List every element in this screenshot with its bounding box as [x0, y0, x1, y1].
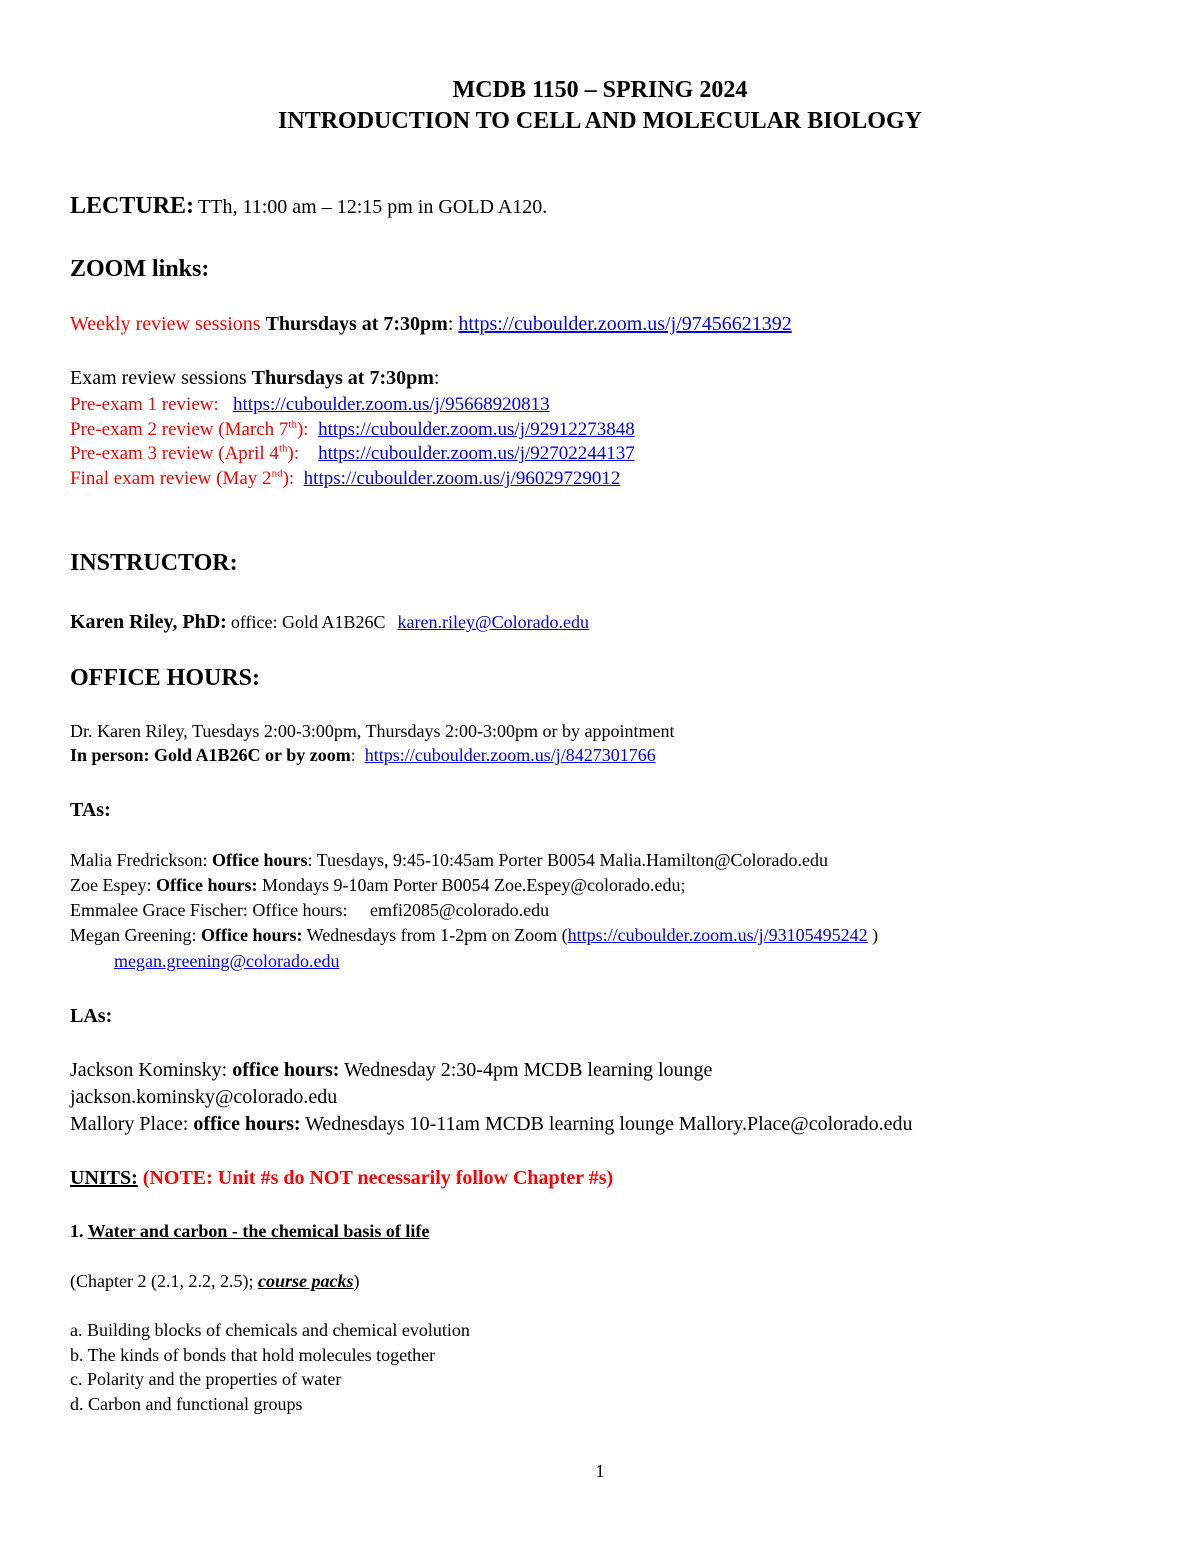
unit-chapter-close: ) — [353, 1271, 360, 1291]
course-packs-link[interactable]: course packs — [257, 1271, 354, 1291]
unit-chapter-line — [70, 1272, 359, 1290]
lecture-label: LECTURE: — [70, 193, 195, 219]
instructor-email-link[interactable]: karen.riley@Colorado.edu — [397, 612, 590, 632]
la-office-hours-label: office hours: — [193, 1113, 301, 1135]
units-note: (NOTE: Unit #s do NOT necessarily follow Chapter #s) — [142, 1167, 614, 1189]
instructor-heading: INSTRUCTOR: — [70, 550, 238, 576]
topic-item: a. Building blocks of chemicals and chemical evolution — [70, 1320, 470, 1340]
weekly-review-link[interactable]: https://cuboulder.zoom.us/j/97456621392 — [458, 313, 792, 335]
ta-email-link[interactable]: megan.greening@colorado.edu — [114, 951, 340, 971]
weekly-review-label: Weekly review sessions — [70, 313, 261, 335]
ta-details-close: ) — [872, 925, 879, 945]
la-email: jackson.kominsky@colorado.edu — [70, 1086, 338, 1108]
exam-review-colon: : — [433, 367, 440, 389]
topic-item: b. The kinds of bonds that hold molecules together — [70, 1345, 436, 1365]
weekly-review-time: Thursdays at 7:30pm — [265, 313, 448, 335]
ta-row — [70, 876, 685, 894]
review-link[interactable]: https://cuboulder.zoom.us/j/92702244137 — [318, 443, 635, 464]
office-hours-schedule: Dr. Karen Riley, Tuesdays 2:00-3:00pm, Thursdays 2:00-3:00pm or by appointment — [70, 721, 675, 741]
ta-email-row — [114, 952, 340, 970]
ta-row — [70, 926, 878, 944]
review-label: Pre-exam 1 review: — [70, 394, 219, 415]
units-line — [70, 1168, 613, 1188]
review-link[interactable]: https://cuboulder.zoom.us/j/96029729012 — [303, 468, 621, 489]
review-row — [70, 469, 620, 488]
weekly-review-line — [70, 314, 792, 334]
exam-review-label: Exam review sessions — [70, 367, 247, 389]
ta-name: Malia Fredrickson: — [70, 850, 208, 870]
zoom-heading: ZOOM links: — [70, 256, 210, 282]
ta-office-hours-label: Office hours: — [155, 875, 258, 895]
office-hours-location-text: In person: Gold A1B26C or by zoom — [70, 745, 351, 765]
ta-details: : Tuesdays, 9:45-10:45am Porter B0054 Malia.Hamilton@Colorado.edu — [307, 850, 829, 870]
unit-title: Water and carbon - the chemical basis of life — [87, 1221, 430, 1241]
unit-number: 1. — [70, 1221, 84, 1241]
instructor-line — [70, 612, 589, 632]
la-row — [70, 1114, 913, 1134]
tas-heading: TAs: — [70, 799, 111, 821]
review-label: Pre-exam 2 review (March 7th): — [70, 418, 309, 440]
lecture-text: TTh, 11:00 am – 12:15 pm in GOLD A120. — [198, 196, 548, 218]
la-office-hours-label: office hours: — [232, 1059, 340, 1081]
course-code-title: MCDB 1150 – SPRING 2024 — [452, 77, 748, 103]
topic-item: d. Carbon and functional groups — [70, 1394, 303, 1414]
instructor-office: office: Gold A1B26C — [230, 612, 386, 632]
review-link[interactable]: https://cuboulder.zoom.us/j/92912273848 — [318, 419, 635, 440]
la-details: Wednesday 2:30-4pm MCDB learning lounge — [344, 1059, 713, 1081]
ta-details: Mondays 9-10am Porter B0054 Zoe.Espey@colorado.edu; — [261, 875, 686, 895]
page-number: 1 — [595, 1461, 605, 1481]
course-name-title: INTRODUCTION TO CELL AND MOLECULAR BIOLOGY — [278, 108, 922, 134]
ta-row: Emmalee Grace Fischer: Office hours: emfi2085@colorado.edu — [70, 900, 550, 920]
review-row — [70, 395, 550, 414]
ta-name: Megan Greening: — [70, 925, 197, 945]
office-hours-colon: : — [350, 745, 356, 765]
review-row — [70, 444, 635, 463]
ta-office-hours-label: Office hours — [211, 850, 308, 870]
ta-zoom-link[interactable]: https://cuboulder.zoom.us/j/93105495242 — [567, 925, 868, 945]
review-link[interactable]: https://cuboulder.zoom.us/j/95668920813 — [233, 394, 550, 415]
office-hours-zoom-link[interactable]: https://cuboulder.zoom.us/j/8427301766 — [364, 745, 656, 765]
unit-chapter-text: (Chapter 2 (2.1, 2.2, 2.5); — [70, 1271, 254, 1291]
la-name: Jackson Kominsky: — [70, 1059, 228, 1081]
office-hours-location — [70, 746, 656, 764]
units-heading: UNITS: — [70, 1167, 138, 1189]
review-label: Pre-exam 3 review (April 4th): — [70, 442, 300, 464]
ta-details: Wednesdays from 1-2pm on Zoom ( — [306, 925, 568, 945]
instructor-name: Karen Riley, PhD: — [70, 611, 227, 633]
ta-office-hours-label: Office hours: — [200, 925, 303, 945]
review-label: Final exam review (May 2nd): — [70, 467, 295, 489]
ta-row — [70, 851, 828, 869]
la-row — [70, 1060, 712, 1080]
office-hours-heading: OFFICE HOURS: — [70, 665, 261, 691]
las-heading: LAs: — [70, 1005, 113, 1027]
ta-name: Zoe Espey: — [70, 875, 152, 895]
topic-item: c. Polarity and the properties of water — [70, 1369, 342, 1389]
review-row — [70, 420, 635, 439]
exam-review-intro — [70, 368, 439, 388]
lecture-line — [70, 194, 547, 218]
unit-title-line — [70, 1222, 429, 1240]
la-details: Wednesdays 10-11am MCDB learning lounge Mallory.Place@colorado.edu — [305, 1113, 913, 1135]
exam-review-time: Thursdays at 7:30pm — [251, 367, 434, 389]
weekly-review-colon: : — [447, 313, 454, 335]
la-name: Mallory Place: — [70, 1113, 189, 1135]
